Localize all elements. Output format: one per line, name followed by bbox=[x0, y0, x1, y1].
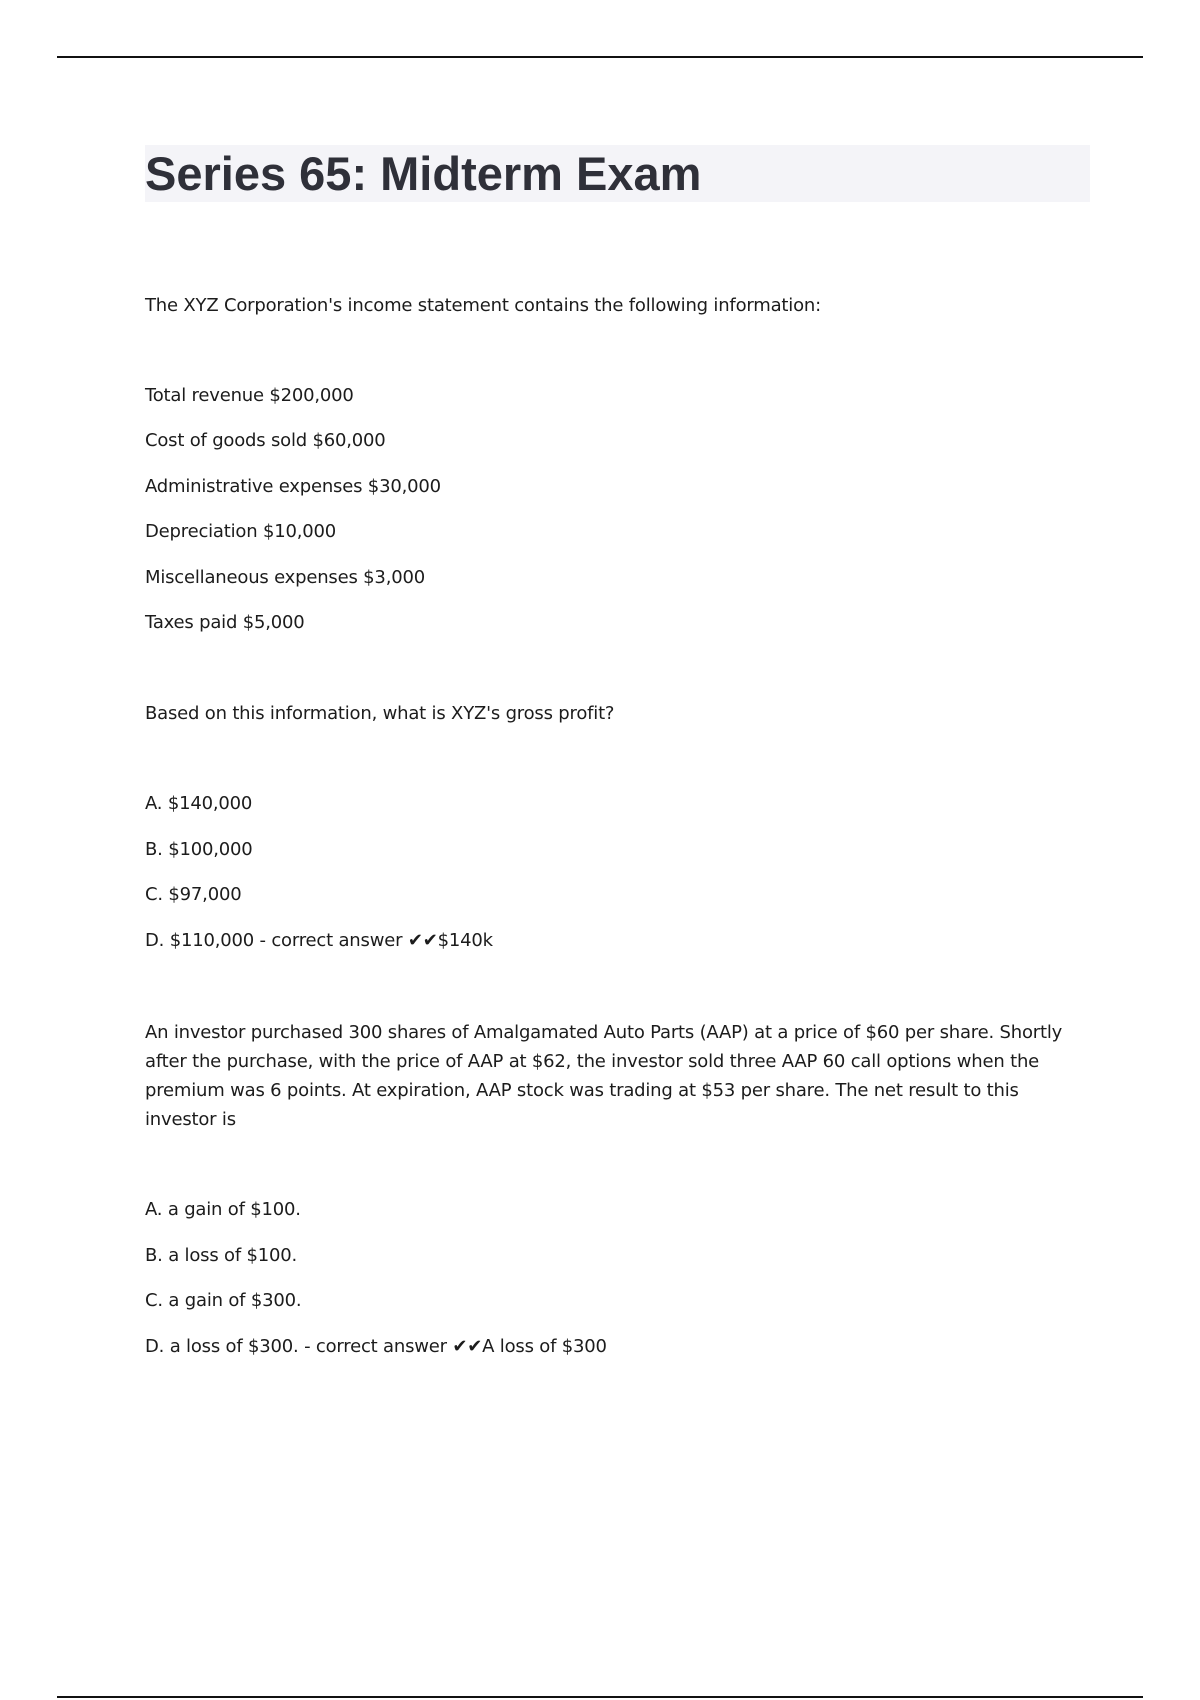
question1-option-d bbox=[145, 929, 493, 953]
income-item-depreciation: Depreciation $10,000 bbox=[145, 521, 337, 542]
top-rule bbox=[57, 56, 1143, 58]
check-mark-icon: ✔✔ bbox=[452, 1336, 483, 1357]
page-title: Series 65: Midterm Exam bbox=[145, 147, 702, 200]
income-item-administrative-expenses: Administrative expenses $30,000 bbox=[145, 476, 441, 497]
question1-option-b: B. $100,000 bbox=[145, 839, 253, 860]
question2-option-d-text: D. a loss of $300. - correct answer bbox=[145, 1336, 453, 1357]
question2-option-c: C. a gain of $300. bbox=[145, 1290, 302, 1311]
question1-option-a: A. $140,000 bbox=[145, 793, 253, 814]
income-item-total-revenue: Total revenue $200,000 bbox=[145, 385, 354, 406]
question2-option-a: A. a gain of $100. bbox=[145, 1199, 301, 1220]
question1-answer: $140k bbox=[437, 930, 493, 951]
bottom-rule bbox=[57, 1696, 1143, 1698]
question2-option-d bbox=[145, 1335, 607, 1359]
question1-intro: The XYZ Corporation's income statement contains the following information: bbox=[145, 295, 821, 316]
income-item-cost-of-goods-sold: Cost of goods sold $60,000 bbox=[145, 430, 386, 451]
question1-prompt: Based on this information, what is XYZ's gross profit? bbox=[145, 703, 615, 724]
question2-prompt: An investor purchased 300 shares of Amalgamated Auto Parts (AAP) at a price of $60 per share. Shortly after the purchase, with the price of AAP at $62, the investor sold three AAP 60 call options when the premium was 6 points. At expiration, AAP stock was trading at $53 per share. The net result to this investor is bbox=[145, 1022, 1063, 1130]
question1-option-c: C. $97,000 bbox=[145, 884, 242, 905]
question2-answer: A loss of $300 bbox=[482, 1336, 607, 1357]
income-item-miscellaneous-expenses: Miscellaneous expenses $3,000 bbox=[145, 567, 425, 588]
question1-option-d-text: D. $110,000 - correct answer bbox=[145, 930, 408, 951]
question2-option-b: B. a loss of $100. bbox=[145, 1245, 298, 1266]
check-mark-icon: ✔✔ bbox=[407, 930, 438, 951]
income-item-taxes-paid: Taxes paid $5,000 bbox=[145, 612, 305, 633]
